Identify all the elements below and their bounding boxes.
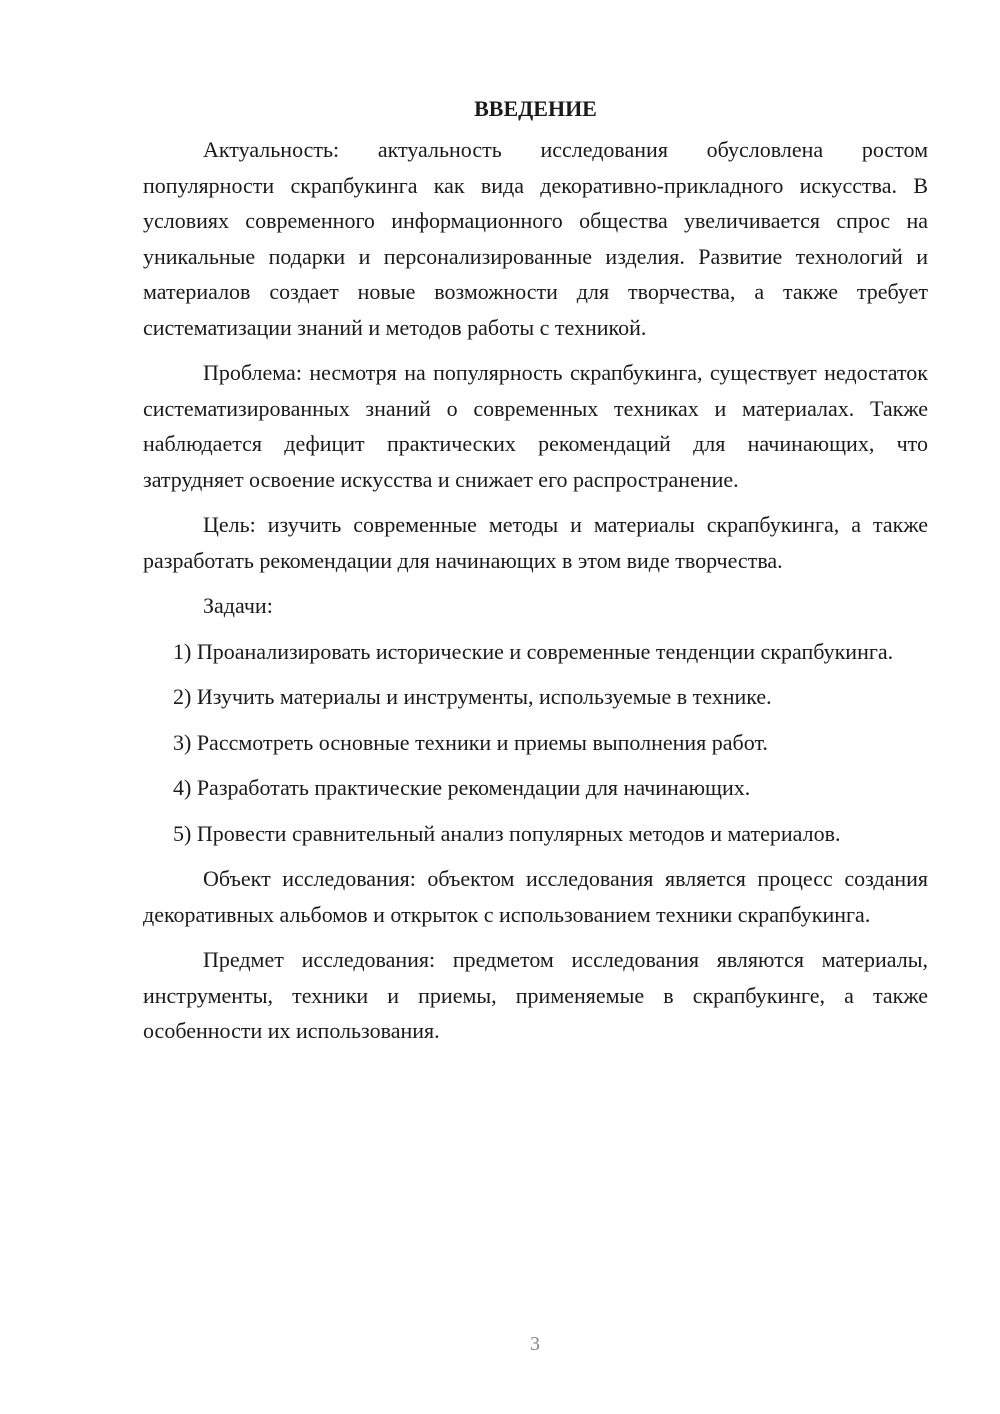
- paragraph-subject: Предмет исследования: предметом исследования являются материалы, инструменты, техники и приемы, применяемые в скрапбукинге, а также особенности их использования.: [143, 947, 928, 1043]
- paragraph-object: Объект исследования: объектом исследования является процесс создания декоративных альбомов и открыток с использованием техники скрапбукинга.: [143, 866, 928, 927]
- page-number: 3: [530, 1333, 540, 1355]
- paragraph-relevance: Актуальность: актуальность исследования обусловлена ростом популярности скрапбукинга как вида декоративно-прикладного искусства. В условиях современного информационного общества увеличивается спрос на уникальные подарки и персонализированные изделия. Развитие технологий и материалов создает новые возможности для творчества, а также требует систематизации знаний и методов работы с техникой.: [143, 137, 928, 340]
- task-item-4: 4) Разработать практические рекомендации для начинающих.: [173, 775, 751, 800]
- paragraph-tasks-heading: Задачи:: [203, 593, 273, 618]
- page-title: ВВЕДЕНИЕ: [474, 96, 597, 121]
- task-item-1: 1) Проанализировать исторические и современные тенденции скрапбукинга.: [173, 638, 894, 664]
- task-item-2: 2) Изучить материалы и инструменты, используемые в технике.: [173, 684, 772, 709]
- task-item-5: 5) Провести сравнительный анализ популярных методов и материалов.: [173, 820, 841, 846]
- paragraph-goal: Цель: изучить современные методы и материалы скрапбукинга, а также разработать рекомендации для начинающих в этом виде творчества.: [143, 512, 928, 573]
- task-item-3: 3) Рассмотреть основные техники и приемы выполнения работ.: [173, 729, 768, 755]
- paragraph-problem: Проблема: несмотря на популярность скрапбукинга, существует недостаток систематизированных знаний о современных техниках и материалах. Также наблюдается дефицит практических рекомендаций для начинающих, что затрудняет освоение искусства и снижает его распространение.: [143, 360, 928, 492]
